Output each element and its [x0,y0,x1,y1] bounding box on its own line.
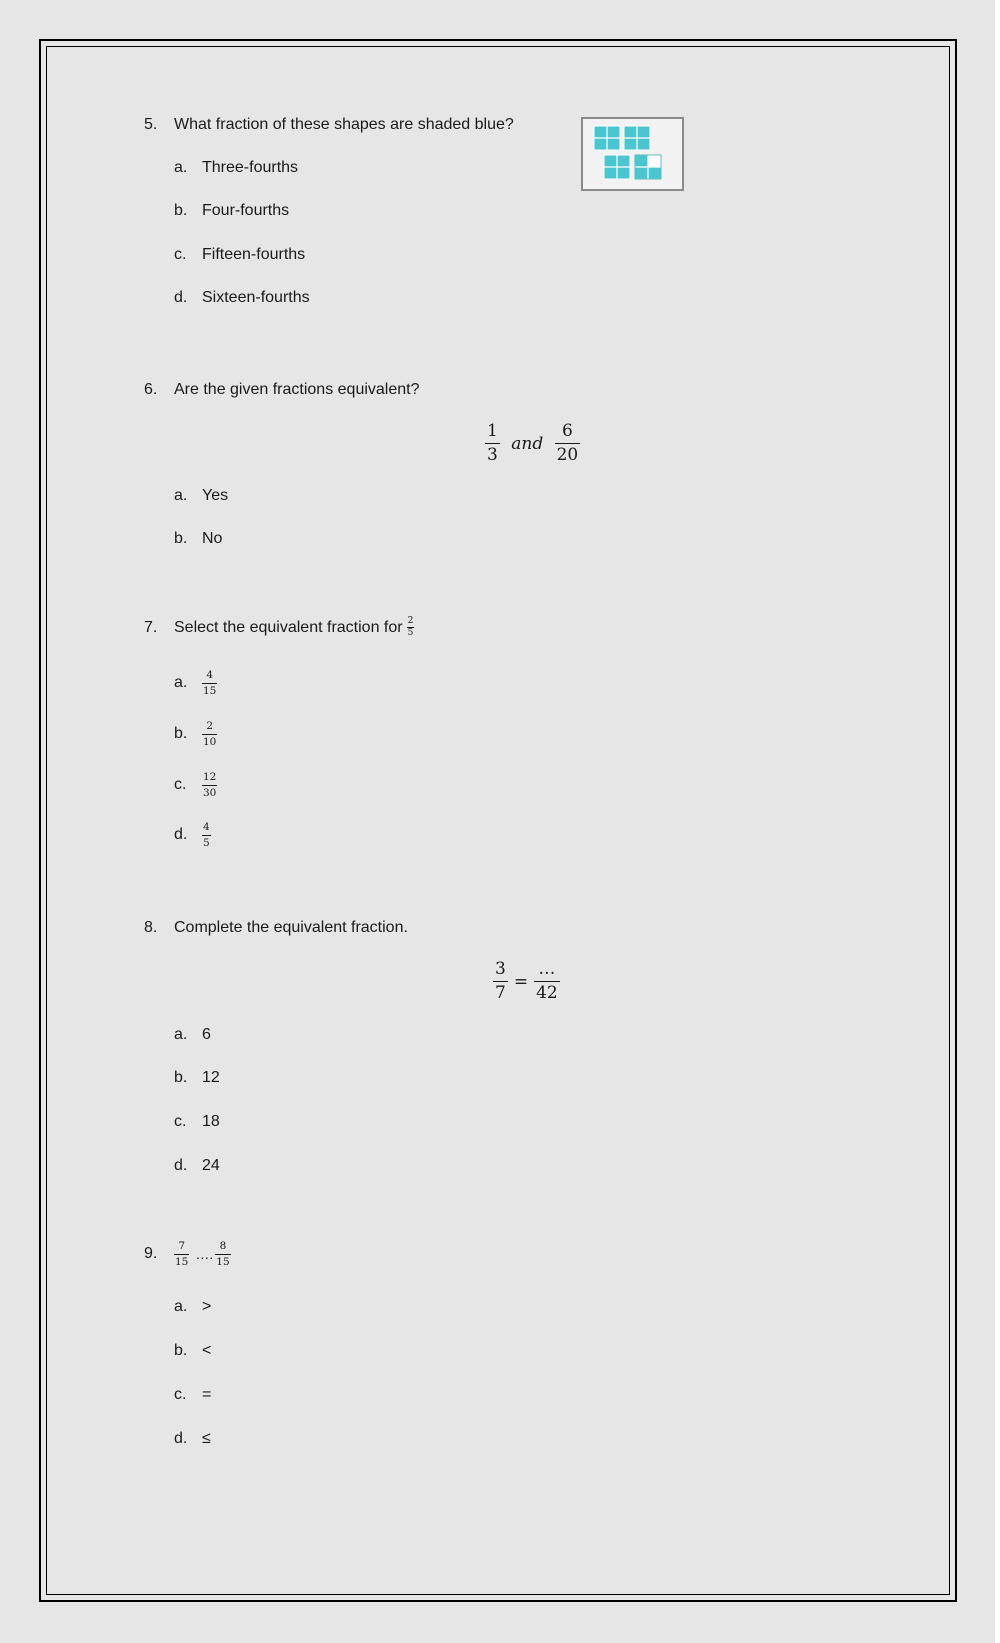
question-fraction [407,617,415,638]
option-letter: c. [174,246,187,263]
numerator: 6 [562,421,573,441]
option-8a[interactable] [174,1025,211,1045]
numerator: 3 [495,959,506,979]
option-9d[interactable] [174,1429,211,1449]
square-2 [624,126,650,150]
denominator: 42 [536,983,558,1003]
option-letter: b. [174,1342,188,1359]
denominator: 7 [495,983,506,1003]
option-fraction [202,670,217,696]
option-fraction [202,721,217,747]
numerator: 2 [206,720,214,732]
option-7a[interactable] [174,670,217,696]
option-9a[interactable] [174,1297,211,1317]
option-text: 12 [202,1069,220,1086]
option-text: No [202,530,223,547]
numerator: … [538,959,556,979]
option-letter: c. [174,1386,187,1403]
option-text: Four-fourths [202,202,290,219]
option-letter: b. [174,1069,188,1086]
equals-sign: = [513,971,529,992]
expression-8 [493,961,560,1002]
page-border-inner [46,46,950,1595]
denominator: 15 [216,1255,230,1268]
option-letter: c. [174,1113,187,1130]
option-text: Three-fourths [202,159,299,176]
option-text: ≤ [202,1430,211,1447]
option-letter: c. [174,776,187,793]
fraction-left [493,961,508,1002]
option-text: 6 [202,1026,211,1043]
option-8b[interactable] [174,1068,220,1088]
option-letter: b. [174,530,188,547]
numerator: 12 [203,771,217,783]
square-1 [594,126,620,150]
question-text: Are the given fractions equivalent? [174,381,420,398]
question-text: What fraction of these shapes are shaded blue? [174,116,514,133]
option-letter: a. [174,1026,188,1043]
denominator: 5 [407,628,414,638]
question-number: 7. [144,618,158,636]
question-7 [144,617,414,638]
denominator: 15 [203,684,217,697]
numerator: 4 [203,821,210,833]
option-text: < [202,1342,212,1359]
page-edge [995,0,1000,1643]
option-letter: a. [174,487,188,504]
option-text: Fifteen-fourths [202,246,306,263]
fraction-left [485,423,500,464]
option-text: Sixteen-fourths [202,289,310,306]
option-text: > [202,1298,212,1315]
option-text: Yes [202,487,229,504]
question-5 [144,115,514,135]
numerator: 8 [219,1240,227,1252]
question-text: Select the equivalent fraction for [174,618,403,636]
option-letter: b. [174,202,188,219]
expression-6 [485,423,580,464]
option-letter: d. [174,1430,188,1447]
question-6 [144,380,419,400]
option-letter: b. [174,725,188,742]
option-text: 24 [202,1157,220,1174]
option-5d[interactable] [174,288,310,308]
option-fraction [202,822,211,848]
fraction-right [555,423,581,464]
option-letter: d. [174,1157,188,1174]
option-7c[interactable] [174,772,217,798]
denominator: 5 [203,836,210,849]
option-6b[interactable] [174,529,222,549]
option-7b[interactable] [174,721,217,747]
option-5a[interactable] [174,158,298,178]
square-4 [635,155,661,179]
denominator: 10 [203,735,217,748]
question-number: 8. [144,919,158,936]
option-5c[interactable] [174,245,305,265]
option-7d[interactable] [174,822,211,848]
fraction-left [174,1241,189,1267]
fraction-shapes-figure [581,117,684,191]
option-letter: a. [174,159,188,176]
option-9c[interactable] [174,1385,211,1405]
option-8c[interactable] [174,1112,220,1132]
option-fraction [202,772,217,798]
denominator: 15 [175,1255,189,1268]
denominator: 3 [487,445,498,465]
fraction-right [215,1241,230,1267]
option-text: 18 [202,1113,220,1130]
question-text: Complete the equivalent fraction. [174,919,408,936]
question-number: 6. [144,381,158,398]
comparison-blank: …. [195,1246,214,1262]
option-text: = [202,1386,212,1403]
numerator: 7 [178,1240,186,1252]
question-8 [144,918,408,938]
option-9b[interactable] [174,1341,211,1361]
option-letter: a. [174,1298,188,1315]
option-letter: a. [174,674,188,691]
and-word: and [511,433,544,454]
option-letter: d. [174,826,188,843]
option-letter: d. [174,289,188,306]
denominator: 30 [203,786,217,799]
square-3 [604,155,630,179]
option-6a[interactable] [174,486,228,506]
fraction-right [534,961,560,1002]
option-8d[interactable] [174,1156,220,1176]
question-number: 9. [144,1245,158,1262]
shaded-squares-svg [583,119,682,189]
question-number: 5. [144,116,158,133]
numerator: 2 [407,616,414,626]
option-5b[interactable] [174,201,289,221]
numerator: 4 [206,669,214,681]
question-9 [144,1241,231,1267]
numerator: 1 [487,421,498,441]
denominator: 20 [556,445,579,465]
